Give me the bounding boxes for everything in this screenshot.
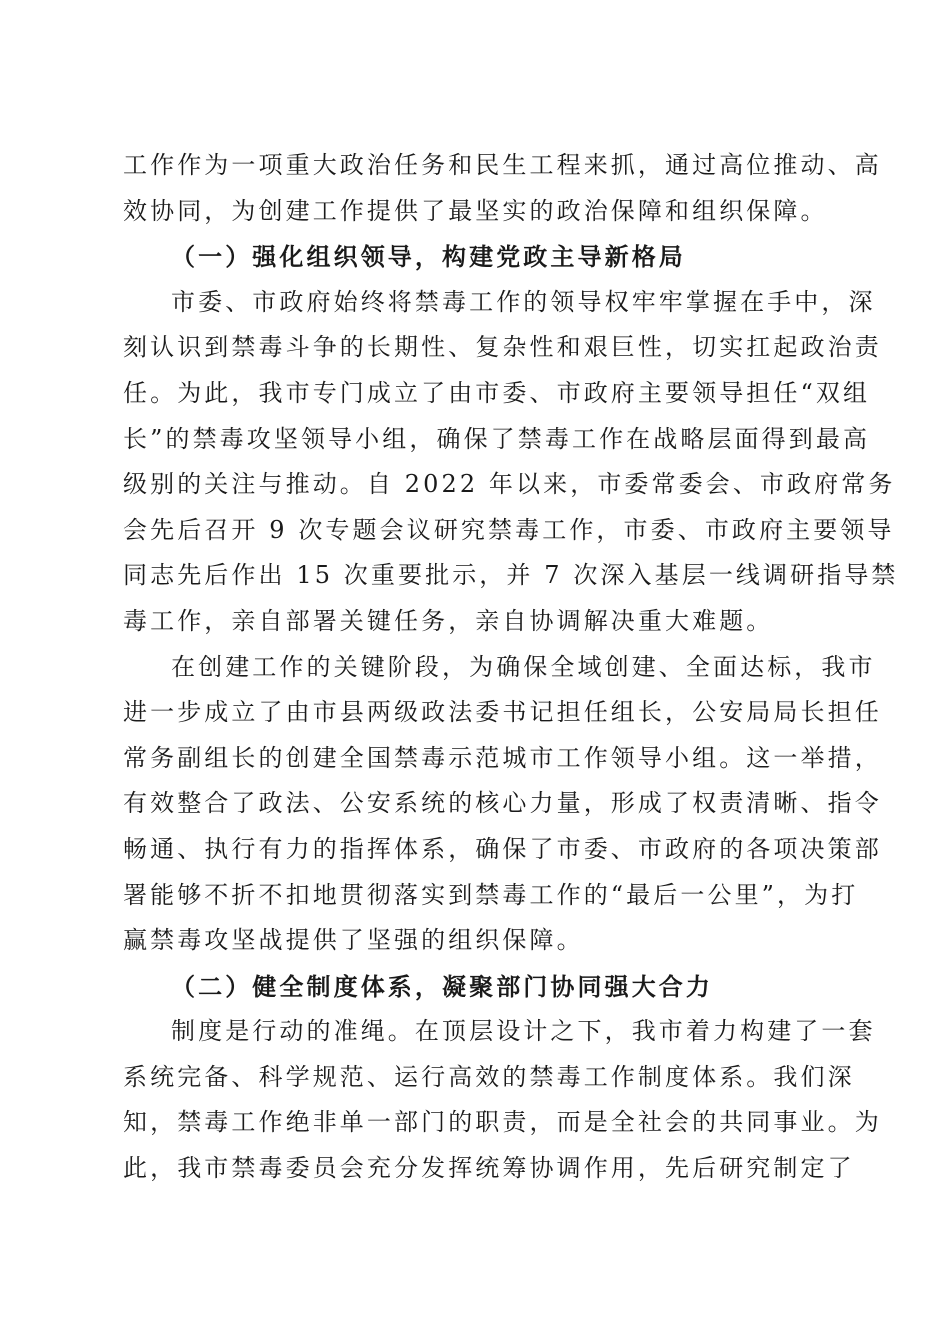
text-line: 效协同，为创建工作提供了最坚实的政治保障和组织保障。	[123, 196, 828, 225]
text-line: 系统完备、科学规范、运行高效的禁毒工作制度体系。我们深	[123, 1062, 855, 1091]
text-line: 知，禁毒工作绝非单一部门的职责，而是全社会的共同事业。为	[123, 1108, 882, 1137]
text-line: 畅通、执行有力的指挥体系，确保了市委、市政府的各项决策部	[123, 834, 882, 863]
text-line: 长”的禁毒攻坚领导小组，确保了禁毒工作在战略层面得到最高	[123, 424, 871, 453]
section-heading-1: （一）强化组织领导，构建党政主导新格局	[171, 242, 686, 272]
text-line: 署能够不折不扣地贯彻落实到禁毒工作的“最后一公里”，为打	[123, 880, 859, 909]
text-line: 此，我市禁毒委员会充分发挥统筹协调作用，先后研究制定了	[123, 1154, 855, 1183]
text-line: 有效整合了政法、公安系统的核心力量，形成了权责清晰、指令	[123, 789, 882, 818]
text-line: 市委、市政府始终将禁毒工作的领导权牢牢掌握在手中，深	[171, 287, 876, 316]
section1-paragraph-2	[123, 645, 882, 964]
text-line: 赢禁毒攻坚战提供了坚强的组织保障。	[123, 926, 584, 955]
text-line: 制度是行动的准绳。在顶层设计之下，我市着力构建了一套	[171, 1017, 876, 1046]
text-line: 任。为此，我市专门成立了由市委、市政府主要领导担任“双组	[123, 378, 871, 407]
text-line: 在创建工作的关键阶段，为确保全域创建、全面达标，我市	[171, 652, 876, 681]
text-line: 会先后召开 9 次专题会议研究禁毒工作，市委、市政府主要领导	[123, 515, 895, 544]
section1-paragraph-1	[123, 280, 899, 645]
text-line: 刻认识到禁毒斗争的长期性、复杂性和艰巨性，切实扛起政治责	[123, 333, 882, 362]
document-page	[123, 143, 899, 1192]
section-heading-2: （二）健全制度体系，凝聚部门协同强大合力	[171, 971, 713, 1001]
text-line: 毒工作，亲自部署关键任务，亲自协调解决重大难题。	[123, 606, 774, 635]
text-line: 进一步成立了由市县两级政法委书记担任组长，公安局局长担任	[123, 698, 882, 727]
section2-paragraph-1	[123, 1009, 882, 1191]
text-line: 工作作为一项重大政治任务和民生工程来抓，通过高位推动、高	[123, 151, 882, 179]
intro-paragraph	[123, 143, 882, 234]
text-line: 常务副组长的创建全国禁毒示范城市工作领导小组。这一举措，	[123, 743, 882, 772]
text-line: 级别的关注与推动。自 2022 年以来，市委常委会、市政府常务	[123, 470, 896, 499]
text-line: 同志先后作出 15 次重要批示，并 7 次深入基层一线调研指导禁	[123, 561, 899, 590]
